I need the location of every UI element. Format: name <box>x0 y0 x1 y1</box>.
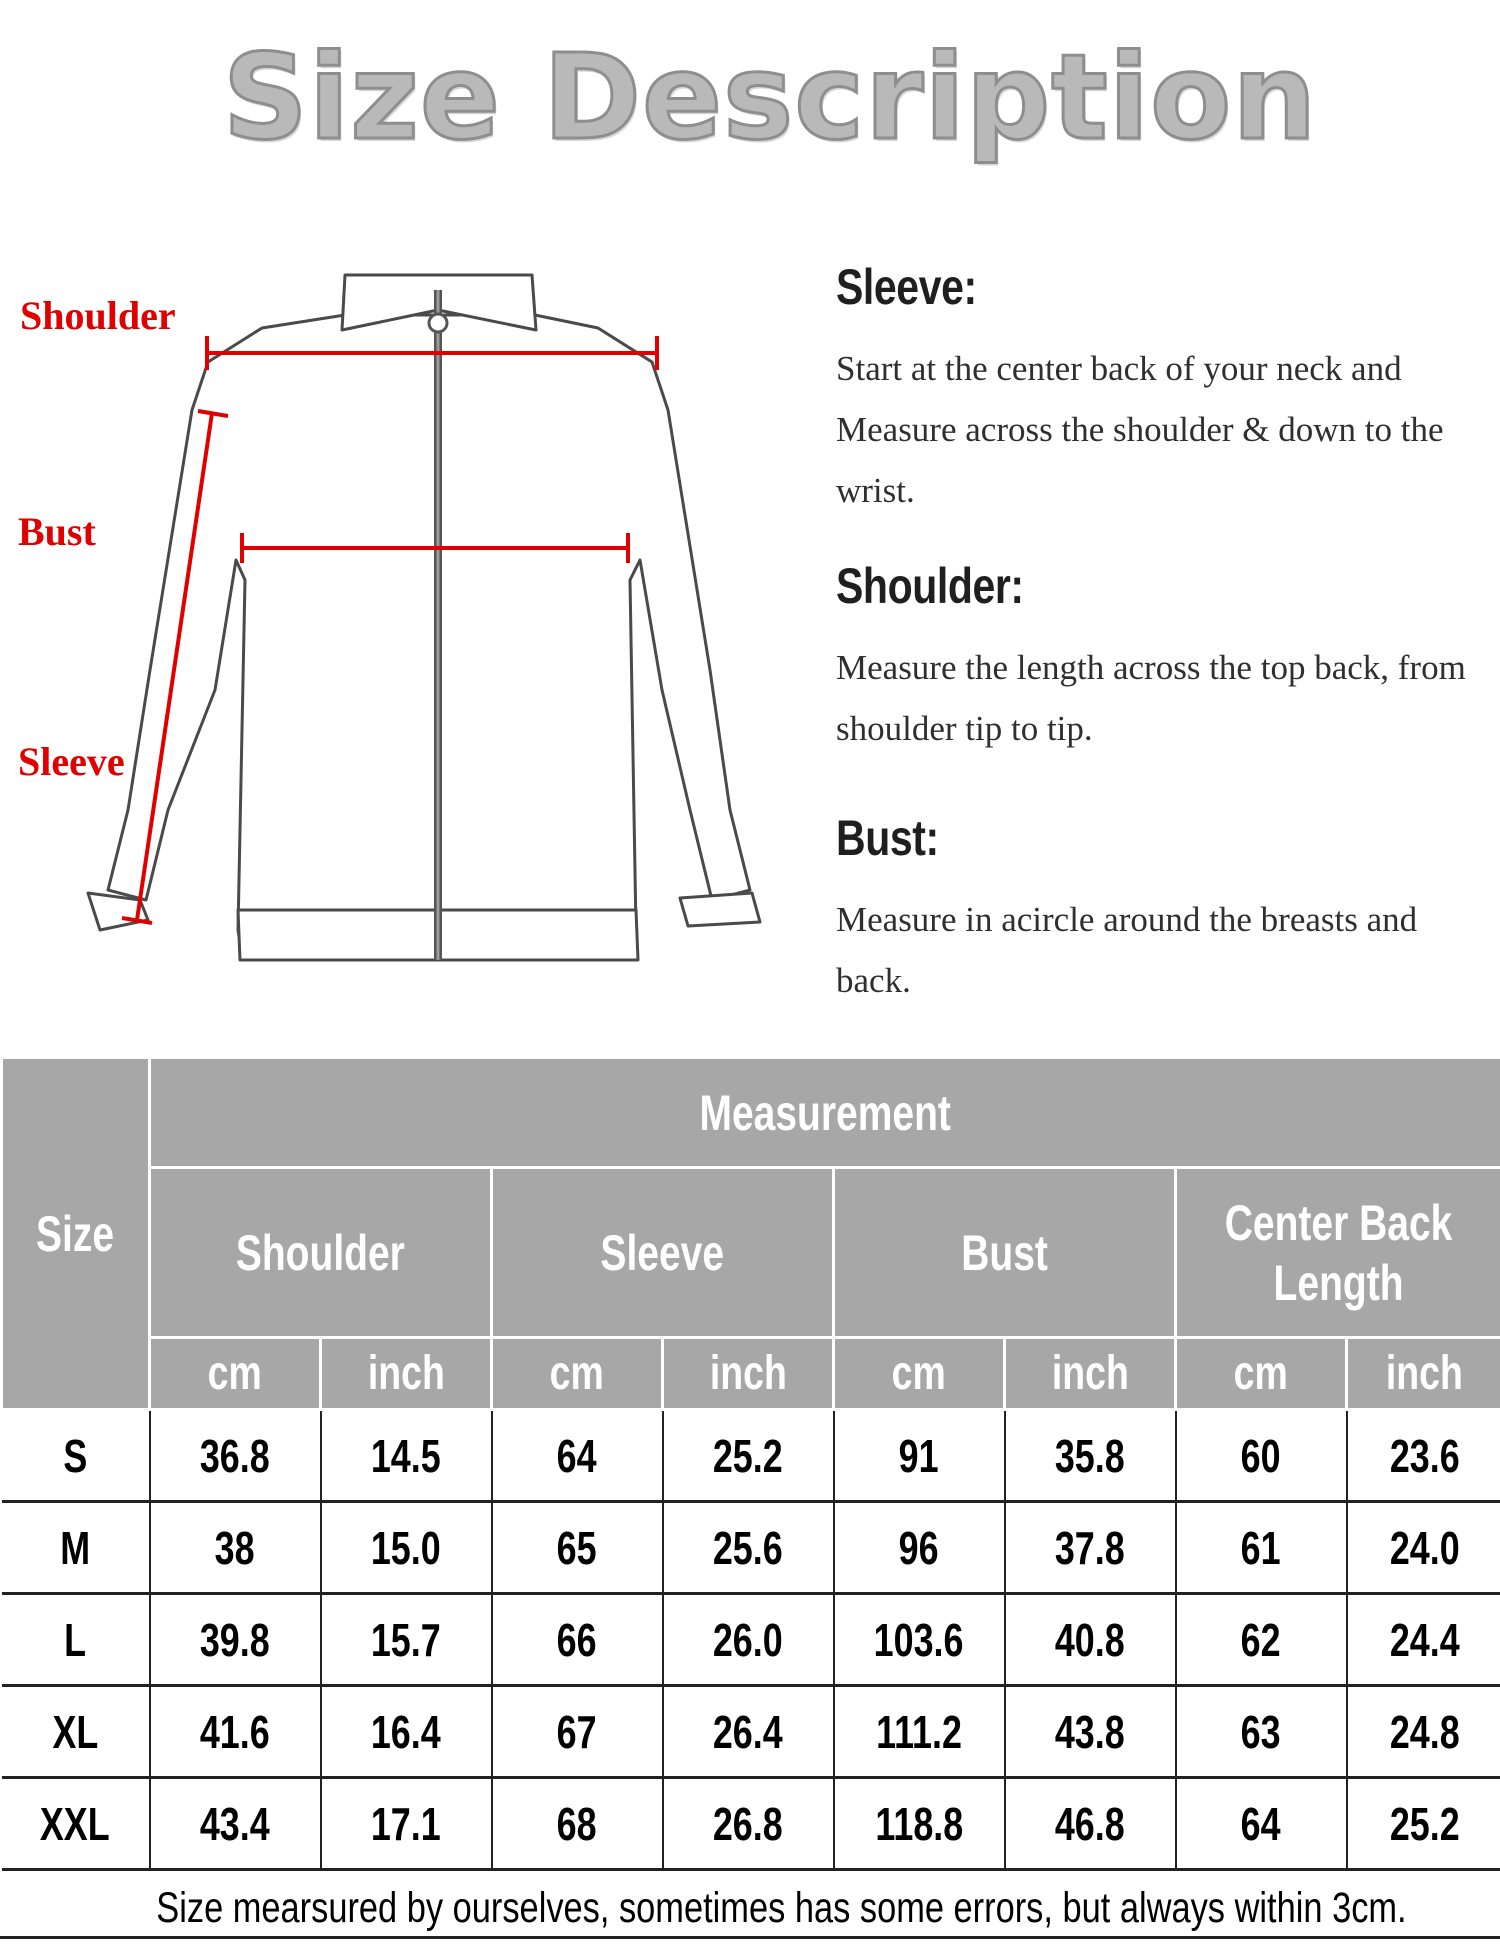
center-back-length-column-header: Center Back Length <box>1176 1168 1500 1338</box>
size-table <box>0 1056 1500 1871</box>
bust-description <box>836 809 1476 1011</box>
value-cell: 67 <box>492 1686 663 1778</box>
value-cell: 40.8 <box>1005 1594 1176 1686</box>
sleeve-description <box>836 258 1476 521</box>
value-cell: 25.6 <box>663 1502 834 1594</box>
unit-header: inch <box>1005 1338 1176 1410</box>
value-cell: 64 <box>1176 1778 1347 1870</box>
value-cell: 43.8 <box>1005 1686 1176 1778</box>
size-cell: XL <box>2 1686 150 1778</box>
value-cell: 26.8 <box>663 1778 834 1870</box>
unit-header: cm <box>492 1338 663 1410</box>
value-cell: 24.0 <box>1347 1502 1500 1594</box>
table-row <box>2 1778 1500 1870</box>
value-cell: 38 <box>150 1502 321 1594</box>
value-cell: 64 <box>492 1410 663 1502</box>
value-cell: 96 <box>834 1502 1005 1594</box>
value-cell: 62 <box>1176 1594 1347 1686</box>
value-cell: 66 <box>492 1594 663 1686</box>
value-cell: 46.8 <box>1005 1778 1176 1870</box>
shoulder-description <box>836 557 1476 759</box>
size-cell: XXL <box>2 1778 150 1870</box>
sleeve-text: Start at the center back of your neck and Measure across the shoulder & down to the wrist. <box>836 349 1444 510</box>
bust-text: Measure in acircle around the breasts and back. <box>836 900 1418 1000</box>
value-cell: 68 <box>492 1778 663 1870</box>
unit-header: inch <box>1347 1338 1500 1410</box>
shoulder-text: Measure the length across the top back, from shoulder tip to tip. <box>836 648 1466 748</box>
value-cell: 25.2 <box>663 1410 834 1502</box>
bust-column-header: Bust <box>834 1168 1176 1338</box>
jacket-diagram <box>0 250 800 990</box>
jacket-outline-icon <box>0 250 800 990</box>
unit-header: cm <box>150 1338 321 1410</box>
table-row <box>2 1594 1500 1686</box>
size-header: Size <box>2 1058 150 1410</box>
value-cell: 61 <box>1176 1502 1347 1594</box>
value-cell: 25.2 <box>1347 1778 1500 1870</box>
unit-header: inch <box>663 1338 834 1410</box>
value-cell: 41.6 <box>150 1686 321 1778</box>
footnote: Size mearsured by ourselves, sometimes has some errors, but always within 3cm. <box>156 1884 1407 1932</box>
size-cell: L <box>2 1594 150 1686</box>
value-cell: 24.8 <box>1347 1686 1500 1778</box>
sleeve-column-header: Sleeve <box>492 1168 834 1338</box>
unit-header: inch <box>321 1338 492 1410</box>
sleeve-label: Sleeve <box>18 739 125 784</box>
table-row <box>2 1502 1500 1594</box>
unit-header: cm <box>1176 1338 1347 1410</box>
page-title: Size Description <box>222 28 1318 166</box>
size-cell: S <box>2 1410 150 1502</box>
shoulder-column-header: Shoulder <box>150 1168 492 1338</box>
value-cell: 39.8 <box>150 1594 321 1686</box>
value-cell: 16.4 <box>321 1686 492 1778</box>
value-cell: 26.4 <box>663 1686 834 1778</box>
unit-header: cm <box>834 1338 1005 1410</box>
value-cell: 111.2 <box>834 1686 1005 1778</box>
footnote-divider <box>0 1936 1500 1939</box>
shoulder-label: Shoulder <box>20 293 176 338</box>
value-cell: 17.1 <box>321 1778 492 1870</box>
value-cell: 37.8 <box>1005 1502 1176 1594</box>
value-cell: 65 <box>492 1502 663 1594</box>
value-cell: 36.8 <box>150 1410 321 1502</box>
bust-label: Bust <box>18 509 96 554</box>
value-cell: 63 <box>1176 1686 1347 1778</box>
value-cell: 60 <box>1176 1410 1347 1502</box>
value-cell: 26.0 <box>663 1594 834 1686</box>
value-cell: 23.6 <box>1347 1410 1500 1502</box>
value-cell: 103.6 <box>834 1594 1005 1686</box>
value-cell: 15.7 <box>321 1594 492 1686</box>
measurement-header: Measurement <box>150 1058 1500 1168</box>
shoulder-heading: Shoulder: <box>836 558 1024 614</box>
table-row <box>2 1410 1500 1502</box>
sleeve-heading: Sleeve: <box>836 259 977 315</box>
size-table-body <box>2 1410 1500 1870</box>
size-cell: M <box>2 1502 150 1594</box>
value-cell: 118.8 <box>834 1778 1005 1870</box>
value-cell: 14.5 <box>321 1410 492 1502</box>
value-cell: 91 <box>834 1410 1005 1502</box>
value-cell: 43.4 <box>150 1778 321 1870</box>
table-row <box>2 1686 1500 1778</box>
value-cell: 24.4 <box>1347 1594 1500 1686</box>
bust-heading: Bust: <box>836 810 939 866</box>
value-cell: 35.8 <box>1005 1410 1176 1502</box>
value-cell: 15.0 <box>321 1502 492 1594</box>
